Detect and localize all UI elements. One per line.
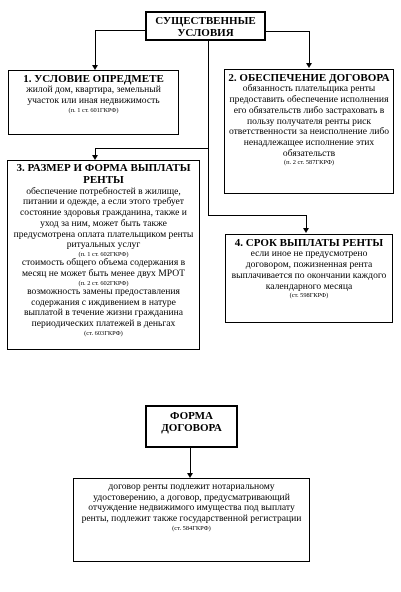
subject-condition-box — [8, 70, 179, 135]
contract-security-text: обязанность плательщика ренты предоставить обеспечение исполнения его обязательств либо застраховать в пользу получателя ренты риск ответственности за неисполнение либо ненадлежащее исполнение этих обязательств — [228, 83, 390, 159]
payment-term-box — [225, 234, 393, 323]
connector-form-vertical — [190, 447, 191, 474]
essential-conditions-box — [145, 11, 266, 41]
contract-security-ref: (п. 2 ст. 587ГКРФ) — [283, 159, 335, 167]
rent-amount-ref-2: (п. 2 ст. 602ГКРФ) — [78, 279, 129, 287]
rent-amount-text-1: обеспечение потребностей в жилище, питании и одежде, а если этого требует состояние здоровья гражданина, также и уход за ним, может быть также предусмотрена оплата плательщиком ренты ритуальных услуг — [13, 185, 194, 251]
connector-right-vertical — [309, 31, 310, 65]
rent-amount-text-3: возможность замены предоставления содержания с иждивением в натуре выплатой в течение жизни гражданина периодических платежей в деньгах — [23, 285, 184, 330]
arrow-to-box4 — [303, 228, 309, 233]
contract-form-detail-box — [73, 478, 310, 562]
contract-form-detail-ref: (ст. 584ГКРФ) — [172, 524, 211, 532]
payment-term-text: если иное не предусмотрено договором, пожизненная рента выплачивается по окончании каждого календарного месяца — [231, 248, 387, 292]
rent-amount-box — [7, 160, 200, 350]
rent-amount-heading: 3. РАЗМЕР И ФОРМА ВЫПЛАТЫ РЕНТЫ — [16, 162, 191, 187]
connector-left-horizontal — [95, 30, 145, 31]
contract-security-heading: 2. ОБЕСПЕЧЕНИЕ ДОГОВОРА — [228, 72, 390, 84]
subject-condition-ref: (п. 1 ст. 601ГКРФ) — [68, 106, 119, 114]
contract-form-title-line2: ДОГОВОРА — [161, 422, 222, 435]
essential-conditions-title-line2: УСЛОВИЯ — [177, 27, 234, 40]
essential-conditions-title-line1: СУЩЕСТВЕННЫЕ — [155, 15, 256, 27]
connector-right-horizontal — [266, 31, 310, 32]
rent-amount-text-2: стоимость общего объема содержания в месяц не может быть менее двух МРОТ — [21, 257, 186, 279]
rent-amount-ref-1: (п. 1 ст. 602ГКРФ) — [78, 251, 129, 259]
payment-term-heading: 4. СРОК ВЫПЛАТЫ РЕНТЫ — [234, 237, 384, 249]
payment-term-ref: (ст. 598ГКРФ) — [289, 292, 329, 300]
contract-form-detail-text: договор ренты подлежит нотариальному удостоверению, а договор, предусматривающий отчуждение недвижимого имущества под выплату ренты, подлежит также государственной регистрации — [81, 481, 302, 525]
contract-form-box — [145, 405, 238, 448]
contract-form-title-line1: ФОРМА — [170, 410, 213, 422]
connector-box4-horizontal — [208, 215, 307, 216]
arrow-to-box2 — [306, 63, 312, 68]
connector-box3-horizontal — [95, 148, 208, 149]
contract-security-box — [224, 69, 394, 194]
connector-left-vertical — [95, 30, 96, 66]
subject-condition-text: жилой дом, квартира, земельный участок или иная недвижимость — [26, 84, 161, 107]
subject-condition-heading: 1. УСЛОВИЕ ОПРЕДМЕТЕ — [23, 73, 164, 85]
rent-amount-ref-3: (ст. 603ГКРФ) — [84, 329, 123, 337]
connector-center-vertical — [208, 40, 209, 216]
connector-box4-vertical — [306, 215, 307, 229]
